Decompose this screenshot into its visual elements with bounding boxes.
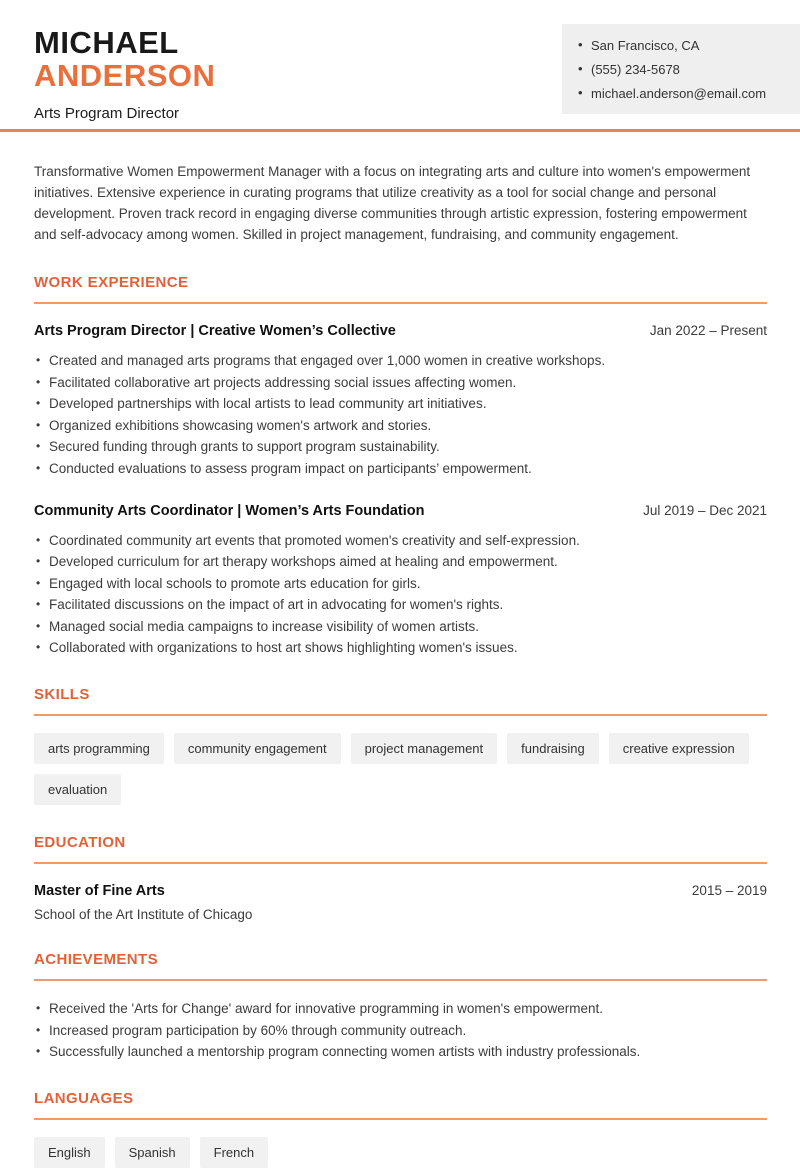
- skill-chip: community engagement: [174, 733, 341, 764]
- job-bullet: • Developed partnerships with local artists to lead community art initiatives.: [34, 394, 767, 413]
- achievement-bullet: • Received the 'Arts for Change' award for innovative programming in women's empowerment.: [34, 999, 767, 1018]
- degree-title: Master of Fine Arts: [34, 883, 165, 899]
- job-dates: Jan 2022 – Present: [649, 323, 767, 338]
- language-chip: French: [200, 1137, 268, 1168]
- achievement-bullet: • Successfully launched a mentorship program connecting women artists with industry professionals.: [34, 1042, 767, 1061]
- contact-email: [578, 87, 784, 101]
- resume-header: [0, 0, 800, 129]
- job-title: Arts Program Director | Creative Women’s Collective: [34, 323, 396, 339]
- bullet-icon: •: [578, 61, 583, 76]
- bullet-icon: •: [578, 37, 583, 52]
- resume-body: [0, 161, 800, 1168]
- section-languages: [34, 1090, 767, 1168]
- job-bullet-list: [34, 531, 767, 658]
- work-experience-heading: WORK EXPERIENCE: [34, 274, 767, 304]
- role-title: Arts Program Director: [34, 105, 180, 122]
- contact-email-text: michael.anderson@email.com: [591, 86, 767, 101]
- job-entry: [34, 323, 767, 478]
- section-education: [34, 834, 767, 922]
- last-name: ANDERSON: [34, 58, 216, 93]
- contact-phone: [578, 63, 784, 77]
- contact-location: [578, 39, 784, 53]
- first-name: MICHAEL: [34, 25, 179, 60]
- education-dates: 2015 – 2019: [691, 883, 767, 898]
- skill-chip: fundraising: [507, 733, 599, 764]
- achievements-bullet-list: [34, 999, 767, 1061]
- job-bullet: • Conducted evaluations to assess program impact on participants’ empowerment.: [34, 459, 767, 478]
- job-bullet: • Managed social media campaigns to increase visibility of women artists.: [34, 617, 767, 636]
- summary-paragraph: Transformative Women Empowerment Manager with a focus on integrating arts and culture into women's empowerment initiatives. Extensive experience in curating programs that utilize creativity as a tool for social change and personal development. Proven track record in engaging diverse communities through artistic expression, fostering empowerment and self-advocacy among women. Skilled in project management, fundraising, and community engagement.: [34, 164, 751, 242]
- bullet-icon: •: [578, 85, 583, 100]
- job-title: Community Arts Coordinator | Women’s Arts Foundation: [34, 502, 425, 519]
- section-work-experience: [34, 274, 767, 657]
- job-bullet: • Collaborated with organizations to host art shows highlighting women's issues.: [34, 638, 767, 657]
- job-dates: Jul 2019 – Dec 2021: [643, 502, 767, 518]
- section-skills: [34, 686, 767, 805]
- education-heading: EDUCATION: [34, 834, 767, 864]
- skill-chip: creative expression: [609, 733, 749, 764]
- contact-phone-text: (555) 234-5678: [591, 62, 680, 77]
- section-achievements: [34, 951, 767, 1061]
- job-bullet: • Facilitated collaborative art projects addressing social issues affecting women.: [34, 373, 767, 392]
- languages-heading: LANGUAGES: [34, 1090, 767, 1120]
- school-name: School of the Art Institute of Chicago: [34, 907, 253, 922]
- header-divider: [0, 129, 800, 132]
- language-chip: English: [34, 1137, 105, 1168]
- job-bullet-list: [34, 351, 767, 478]
- job-entry: [34, 503, 767, 658]
- job-bullet: • Engaged with local schools to promote arts education for girls.: [34, 574, 767, 593]
- achievement-bullet: • Increased program participation by 60% through community outreach.: [34, 1021, 767, 1040]
- education-entry: [34, 883, 767, 922]
- achievements-heading: ACHIEVEMENTS: [34, 951, 767, 981]
- skill-chip: project management: [351, 733, 498, 764]
- job-bullet: • Created and managed arts programs that engaged over 1,000 women in creative workshops.: [34, 351, 767, 370]
- skills-heading: SKILLS: [34, 686, 767, 716]
- job-bullet: • Secured funding through grants to support program sustainability.: [34, 437, 767, 456]
- job-bullet: • Facilitated discussions on the impact of art in advocating for women's rights.: [34, 595, 767, 614]
- job-bullet: • Coordinated community art events that promoted women's creativity and self-expression.: [34, 531, 767, 550]
- language-chip: Spanish: [115, 1137, 190, 1168]
- skill-chip: evaluation: [34, 774, 121, 805]
- job-bullet: • Developed curriculum for art therapy workshops aimed at healing and empowerment.: [34, 552, 767, 571]
- contact-location-text: San Francisco, CA: [591, 38, 700, 53]
- languages-chip-list: [34, 1137, 767, 1168]
- contact-card: [562, 24, 800, 114]
- job-bullet: • Organized exhibitions showcasing women's artwork and stories.: [34, 416, 767, 435]
- skills-chip-list: [34, 733, 767, 805]
- skill-chip: arts programming: [34, 733, 164, 764]
